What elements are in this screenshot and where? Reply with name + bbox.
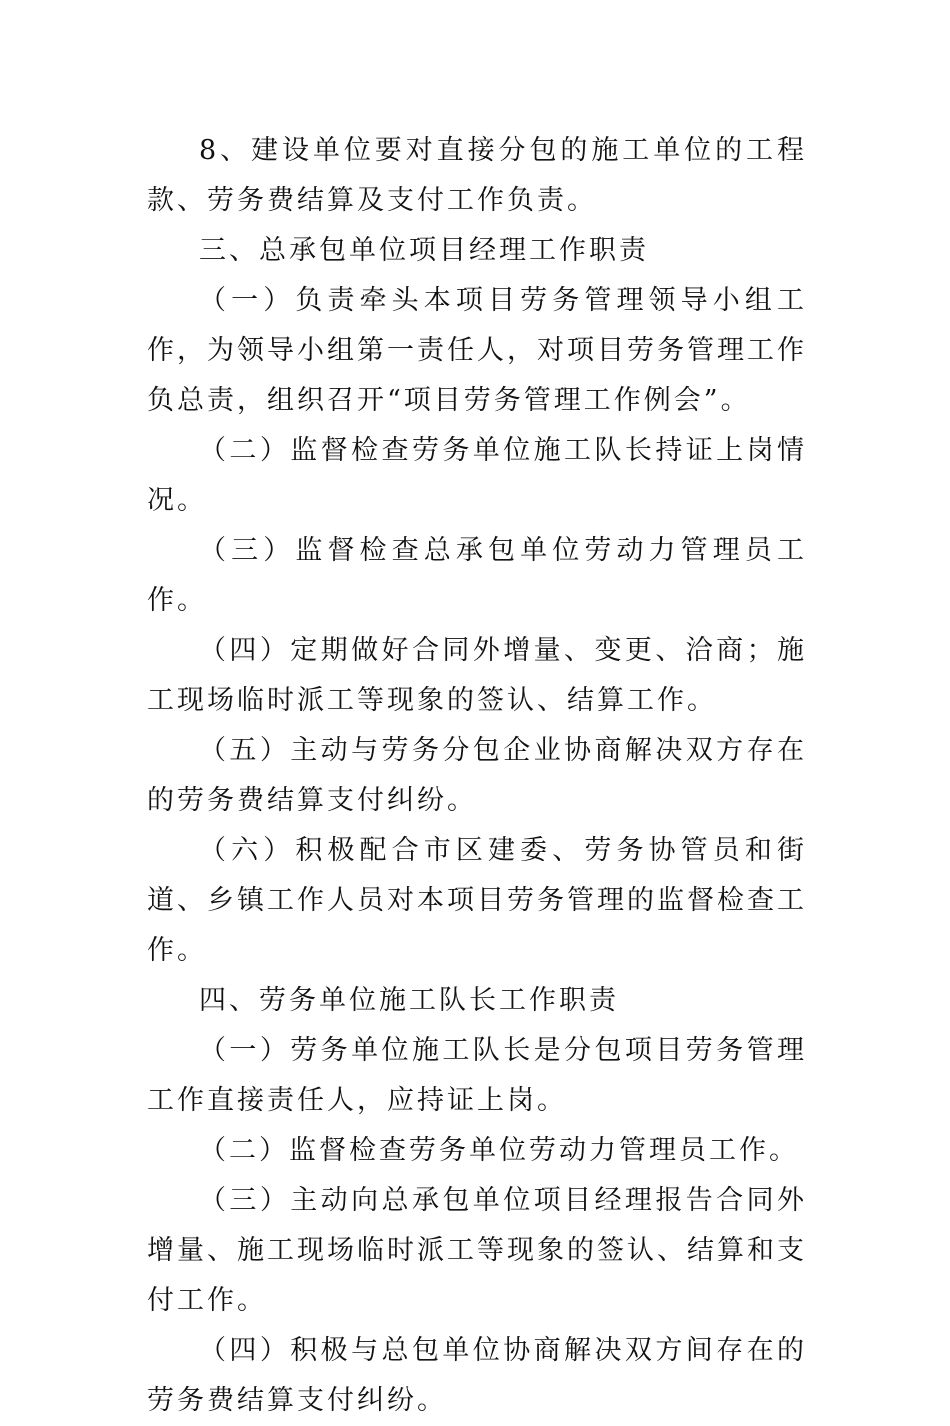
paragraph-pm-duty-3: （三）监督检查总承包单位劳动力管理员工作。 — [147, 535, 807, 616]
paragraph-pm-duty-4: （四）定期做好合同外增量、变更、洽商；施工现场临时派工等现象的签认、结算工作。 — [147, 635, 807, 716]
section-heading-team-leader: 四、劳务单位施工队长工作职责 — [199, 985, 619, 1016]
paragraph-item-8-settlement: 8、建设单位要对直接分包的施工单位的工程款、劳务费结算及支付工作负责。 — [147, 135, 807, 216]
paragraph-pm-duty-6: （六）积极配合市区建委、劳务协管员和街道、乡镇工作人员对本项目劳务管理的监督检查工作。 — [147, 835, 807, 966]
paragraph-pm-duty-5: （五）主动与劳务分包企业协商解决双方存在的劳务费结算支付纠纷。 — [147, 735, 807, 816]
paragraph-pm-duty-2: （二）监督检查劳务单位施工队长持证上岗情况。 — [147, 435, 807, 516]
paragraph-pm-duty-1: （一）负责牵头本项目劳务管理领导小组工作，为领导小组第一责任人，对项目劳务管理工作负总责，组织召开“项目劳务管理工作例会”。 — [147, 285, 807, 416]
section-heading-project-manager: 三、总承包单位项目经理工作职责 — [199, 235, 649, 266]
document-body — [147, 126, 807, 1426]
paragraph-leader-duty-2: （二）监督检查劳务单位劳动力管理员工作。 — [199, 1135, 799, 1166]
paragraph-leader-duty-1: （一）劳务单位施工队长是分包项目劳务管理工作直接责任人，应持证上岗。 — [147, 1035, 807, 1116]
paragraph-leader-duty-4: （四）积极与总包单位协商解决双方间存在的劳务费结算支付纠纷。 — [147, 1335, 807, 1416]
paragraph-leader-duty-3: （三）主动向总承包单位项目经理报告合同外增量、施工现场临时派工等现象的签认、结算和支付工作。 — [147, 1185, 807, 1316]
